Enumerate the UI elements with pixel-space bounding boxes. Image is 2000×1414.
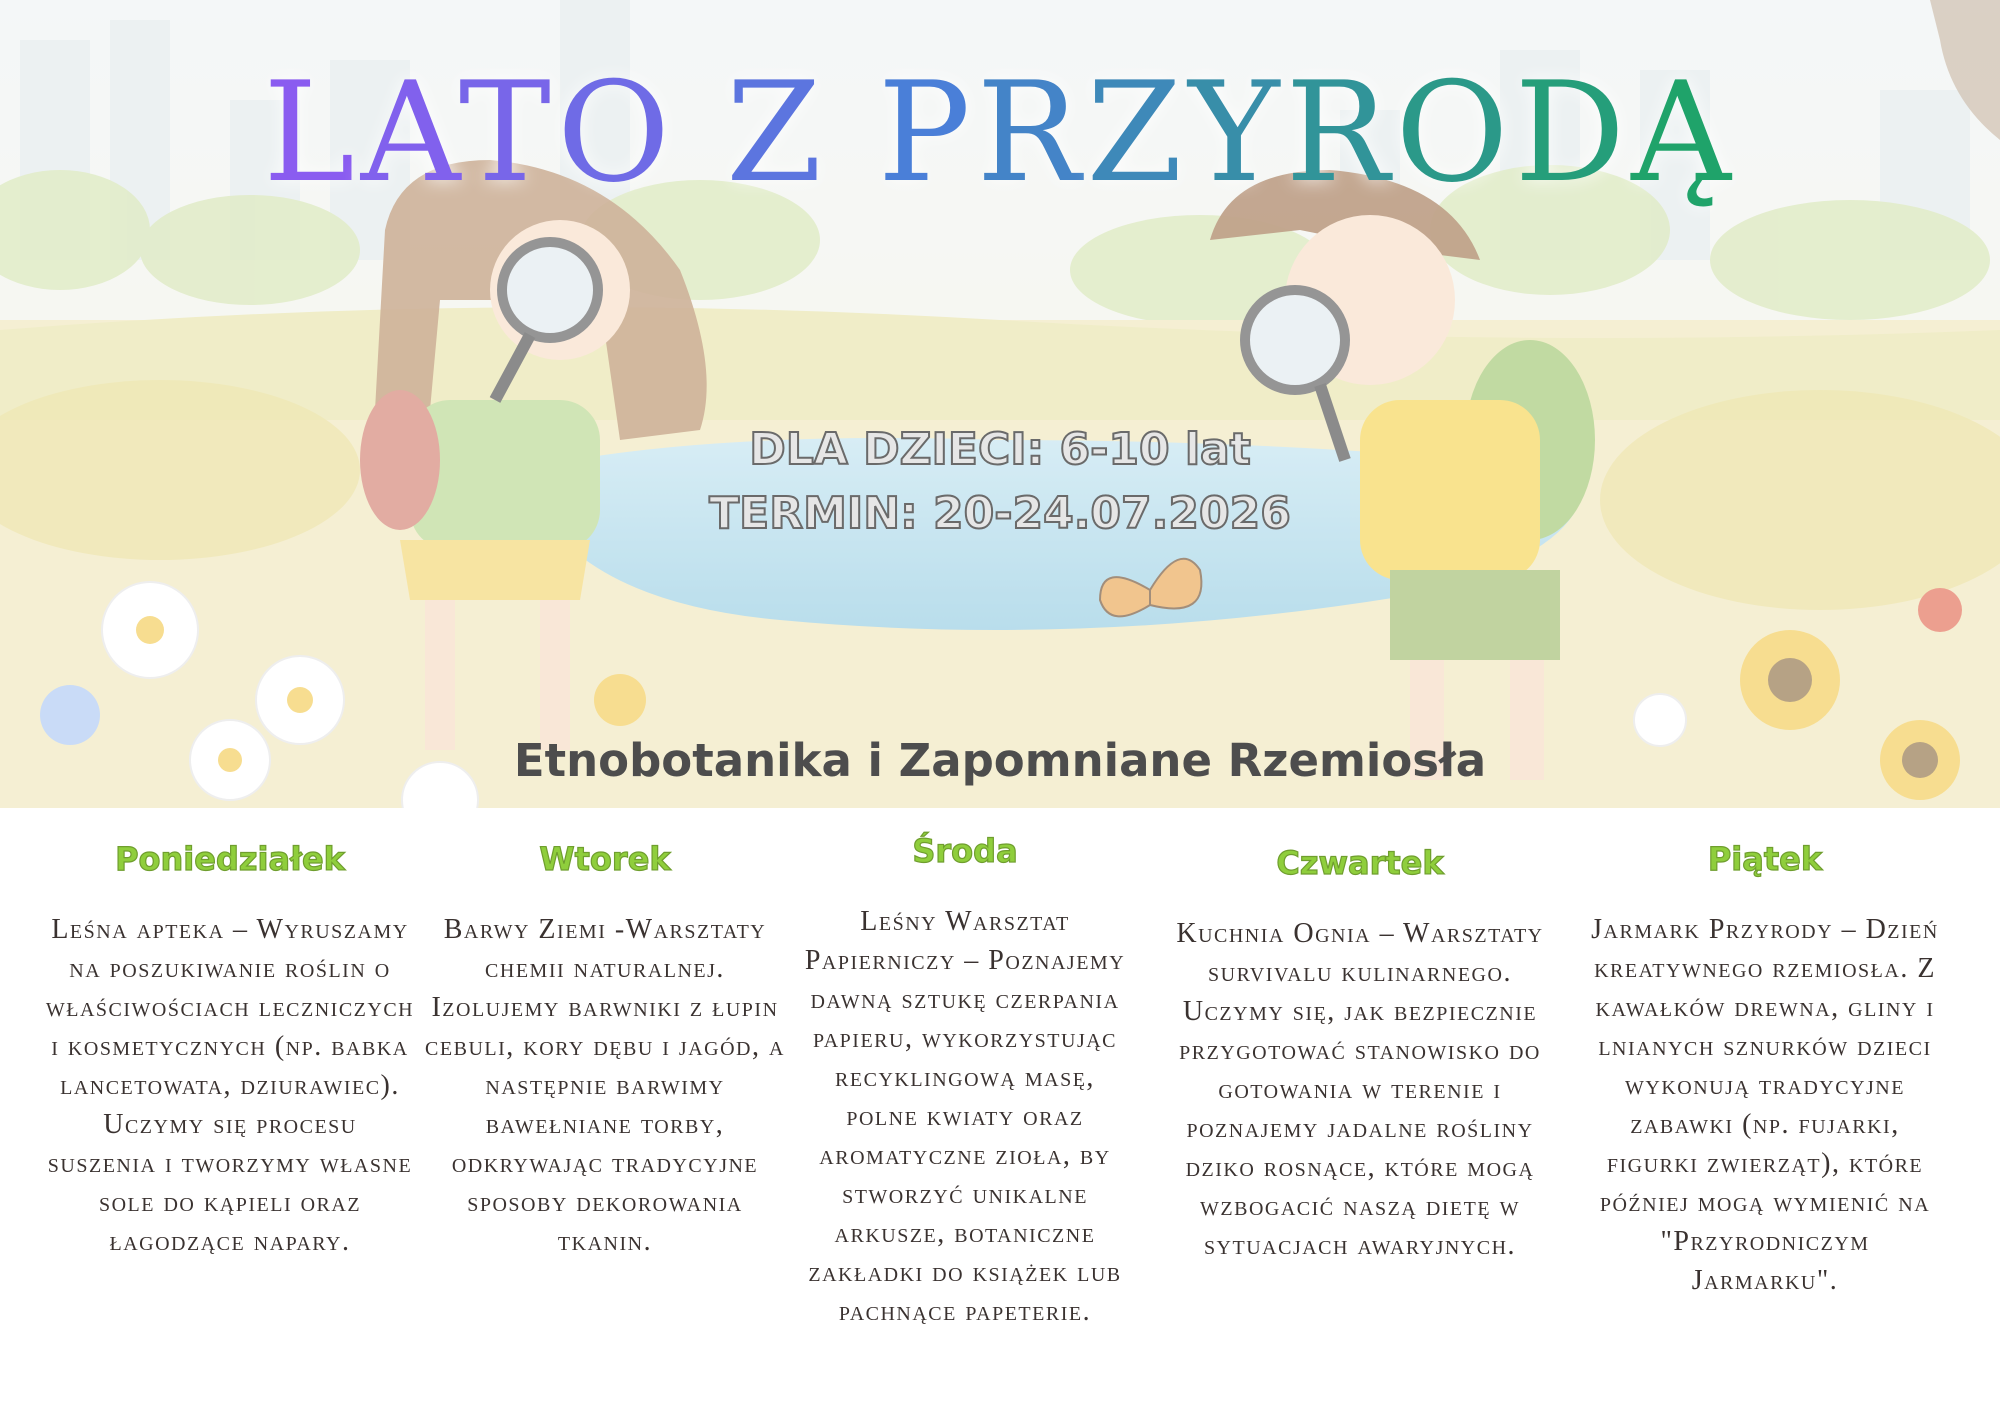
title-letter: T <box>458 52 557 213</box>
page-title <box>0 52 2000 213</box>
title-letter: R <box>1285 52 1396 213</box>
day-column-monday <box>45 840 415 1261</box>
day-description: Leśna apteka – Wyruszamy na poszukiwanie roślin o właściwościach leczniczych i kosmetycznych (np. babka lancetowata, dziurawiec). Uczymy się procesu suszenia i tworzymy własne sole do kąpieli oraz łagodzące napary. <box>45 914 415 1257</box>
title-letter <box>676 52 726 213</box>
day-name: Wtorek <box>539 840 671 878</box>
title-letter <box>828 52 878 213</box>
day-name: Czwartek <box>1276 844 1444 882</box>
title-letter: L <box>263 52 361 213</box>
title-letter: R <box>976 52 1087 213</box>
title-text <box>263 52 1737 213</box>
age-info: DLA DZIECI: 6-10 lat <box>749 424 1251 475</box>
weekly-schedule <box>0 832 2000 1400</box>
day-description: Leśny Warsztat Papierniczy – Poznajemy dawną sztukę czerpania papieru, wykorzystując recyklingową masę, polne kwiaty oraz aromatyczne zioła, by stworzyć unikalne arkusze, botaniczne zakładki do książek lub pachnące papeterie. <box>804 906 1126 1327</box>
title-letter: O <box>1395 52 1515 213</box>
day-column-thursday <box>1175 844 1545 1265</box>
day-name: Środa <box>912 832 1018 870</box>
day-name: Piątek <box>1707 840 1823 878</box>
title-letter: O <box>556 52 677 213</box>
day-description: Jarmark Przyrody – Dzień kreatywnego rzemiosła. Z kawałków drewna, gliny i lnianych sznurków dzieci wykonują tradycyjne zabawki (np. fujarki, figurki zwierząt), które później mogą wymienić na "Przyrodniczym Jarmarku". <box>1591 914 1939 1296</box>
term-info: TERMIN: 20-24.07.2026 <box>709 488 1291 539</box>
title-letter: Y <box>1188 52 1286 213</box>
day-column-tuesday <box>425 840 785 1261</box>
title-letter: Z <box>725 52 828 213</box>
day-description: Barwy Ziemi -Warsztaty chemii naturalnej. Izolujemy barwniki z łupin cebuli, kory dębu i jagód, a następnie barwimy bawełniane torby, odkrywając tradycyjne sposoby dekorowania tkanin. <box>425 914 785 1257</box>
title-letter: P <box>877 52 977 213</box>
title-letter: A <box>360 52 459 213</box>
program-subtitle: Etnobotanika i Zapomniane Rzemiosła <box>513 734 1487 787</box>
day-column-friday <box>1585 840 1945 1300</box>
title-letter: Ą <box>1631 52 1737 213</box>
title-letter: D <box>1514 52 1632 213</box>
day-name: Poniedziałek <box>115 840 345 878</box>
day-column-wednesday <box>800 832 1130 1331</box>
day-description: Kuchnia Ognia – Warsztaty survivalu kulinarnego. Uczymy się, jak bezpiecznie przygotować stanowisko do gotowania w terenie i poznajemy jadalne rośliny dziko rosnące, które mogą wzbogacić naszą dietę w sytuacjach awaryjnych. <box>1176 918 1544 1261</box>
title-letter: Z <box>1086 52 1189 213</box>
